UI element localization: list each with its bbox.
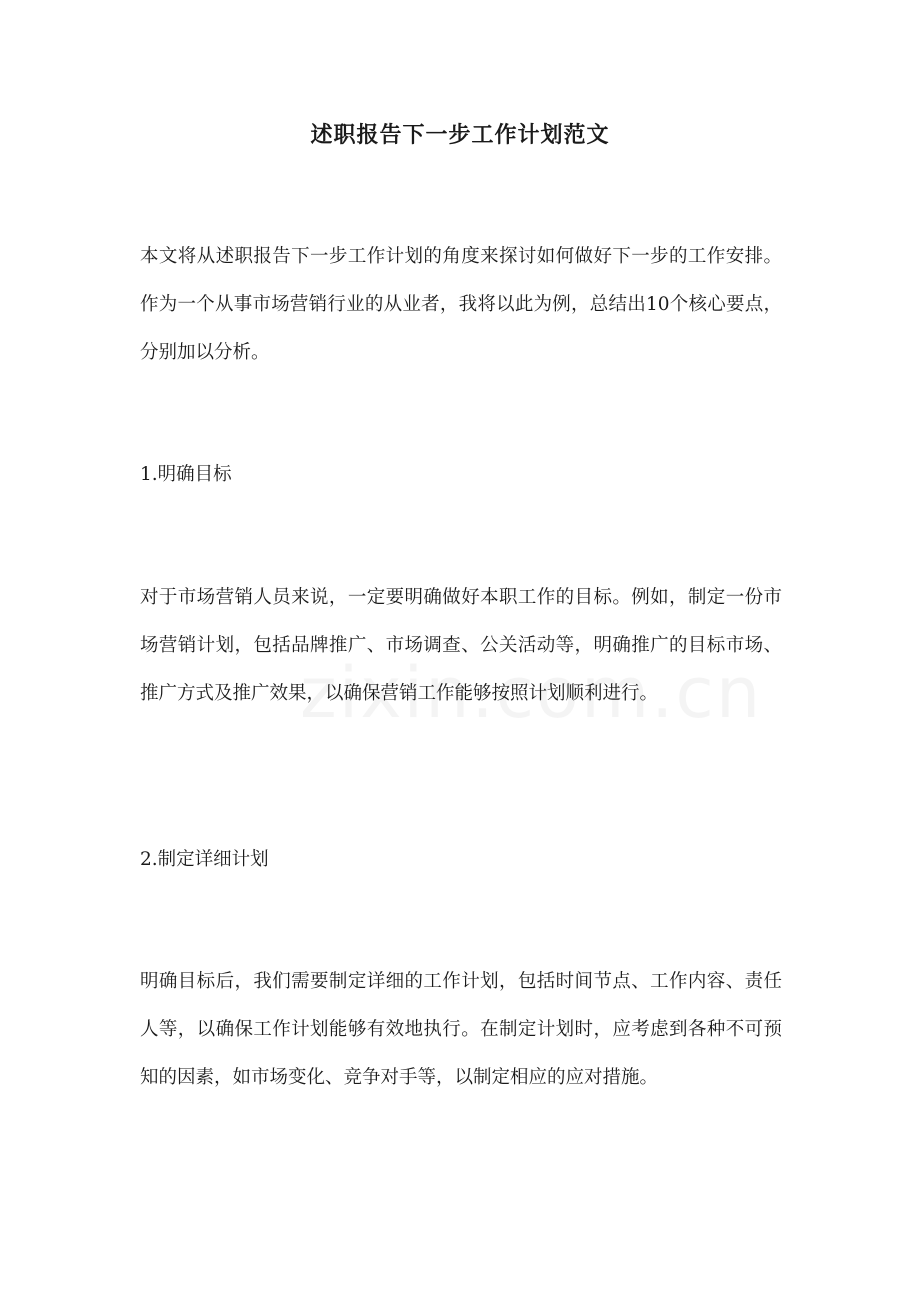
section-heading-1: 1.明确目标 bbox=[140, 464, 232, 485]
section-body-2: 明确目标后，我们需要制定详细的工作计划，包括时间节点、工作内容、责任人等，以确保工作计划能够有效地执行。在制定计划时，应考虑到各种不可预知的因素，如市场变化、竞争对手等，以制定相应的应对措施。 bbox=[140, 971, 782, 1088]
section-heading-2: 2.制定详细计划 bbox=[140, 849, 269, 870]
document-title: 述职报告下一步工作计划范文 bbox=[310, 122, 610, 148]
section-body-1: 对于市场营销人员来说，一定要明确做好本职工作的目标。例如，制定一份市场营销计划，包括品牌推广、市场调查、公关活动等，明确推广的目标市场、推广方式及推广效果，以确保营销工作能够按照计划顺利进行。 bbox=[140, 587, 782, 704]
intro-paragraph: 本文将从述职报告下一步工作计划的角度来探讨如何做好下一步的工作安排。作为一个从事市场营销行业的从业者，我将以此为例，总结出10个核心要点，分别加以分析。 bbox=[140, 246, 782, 363]
